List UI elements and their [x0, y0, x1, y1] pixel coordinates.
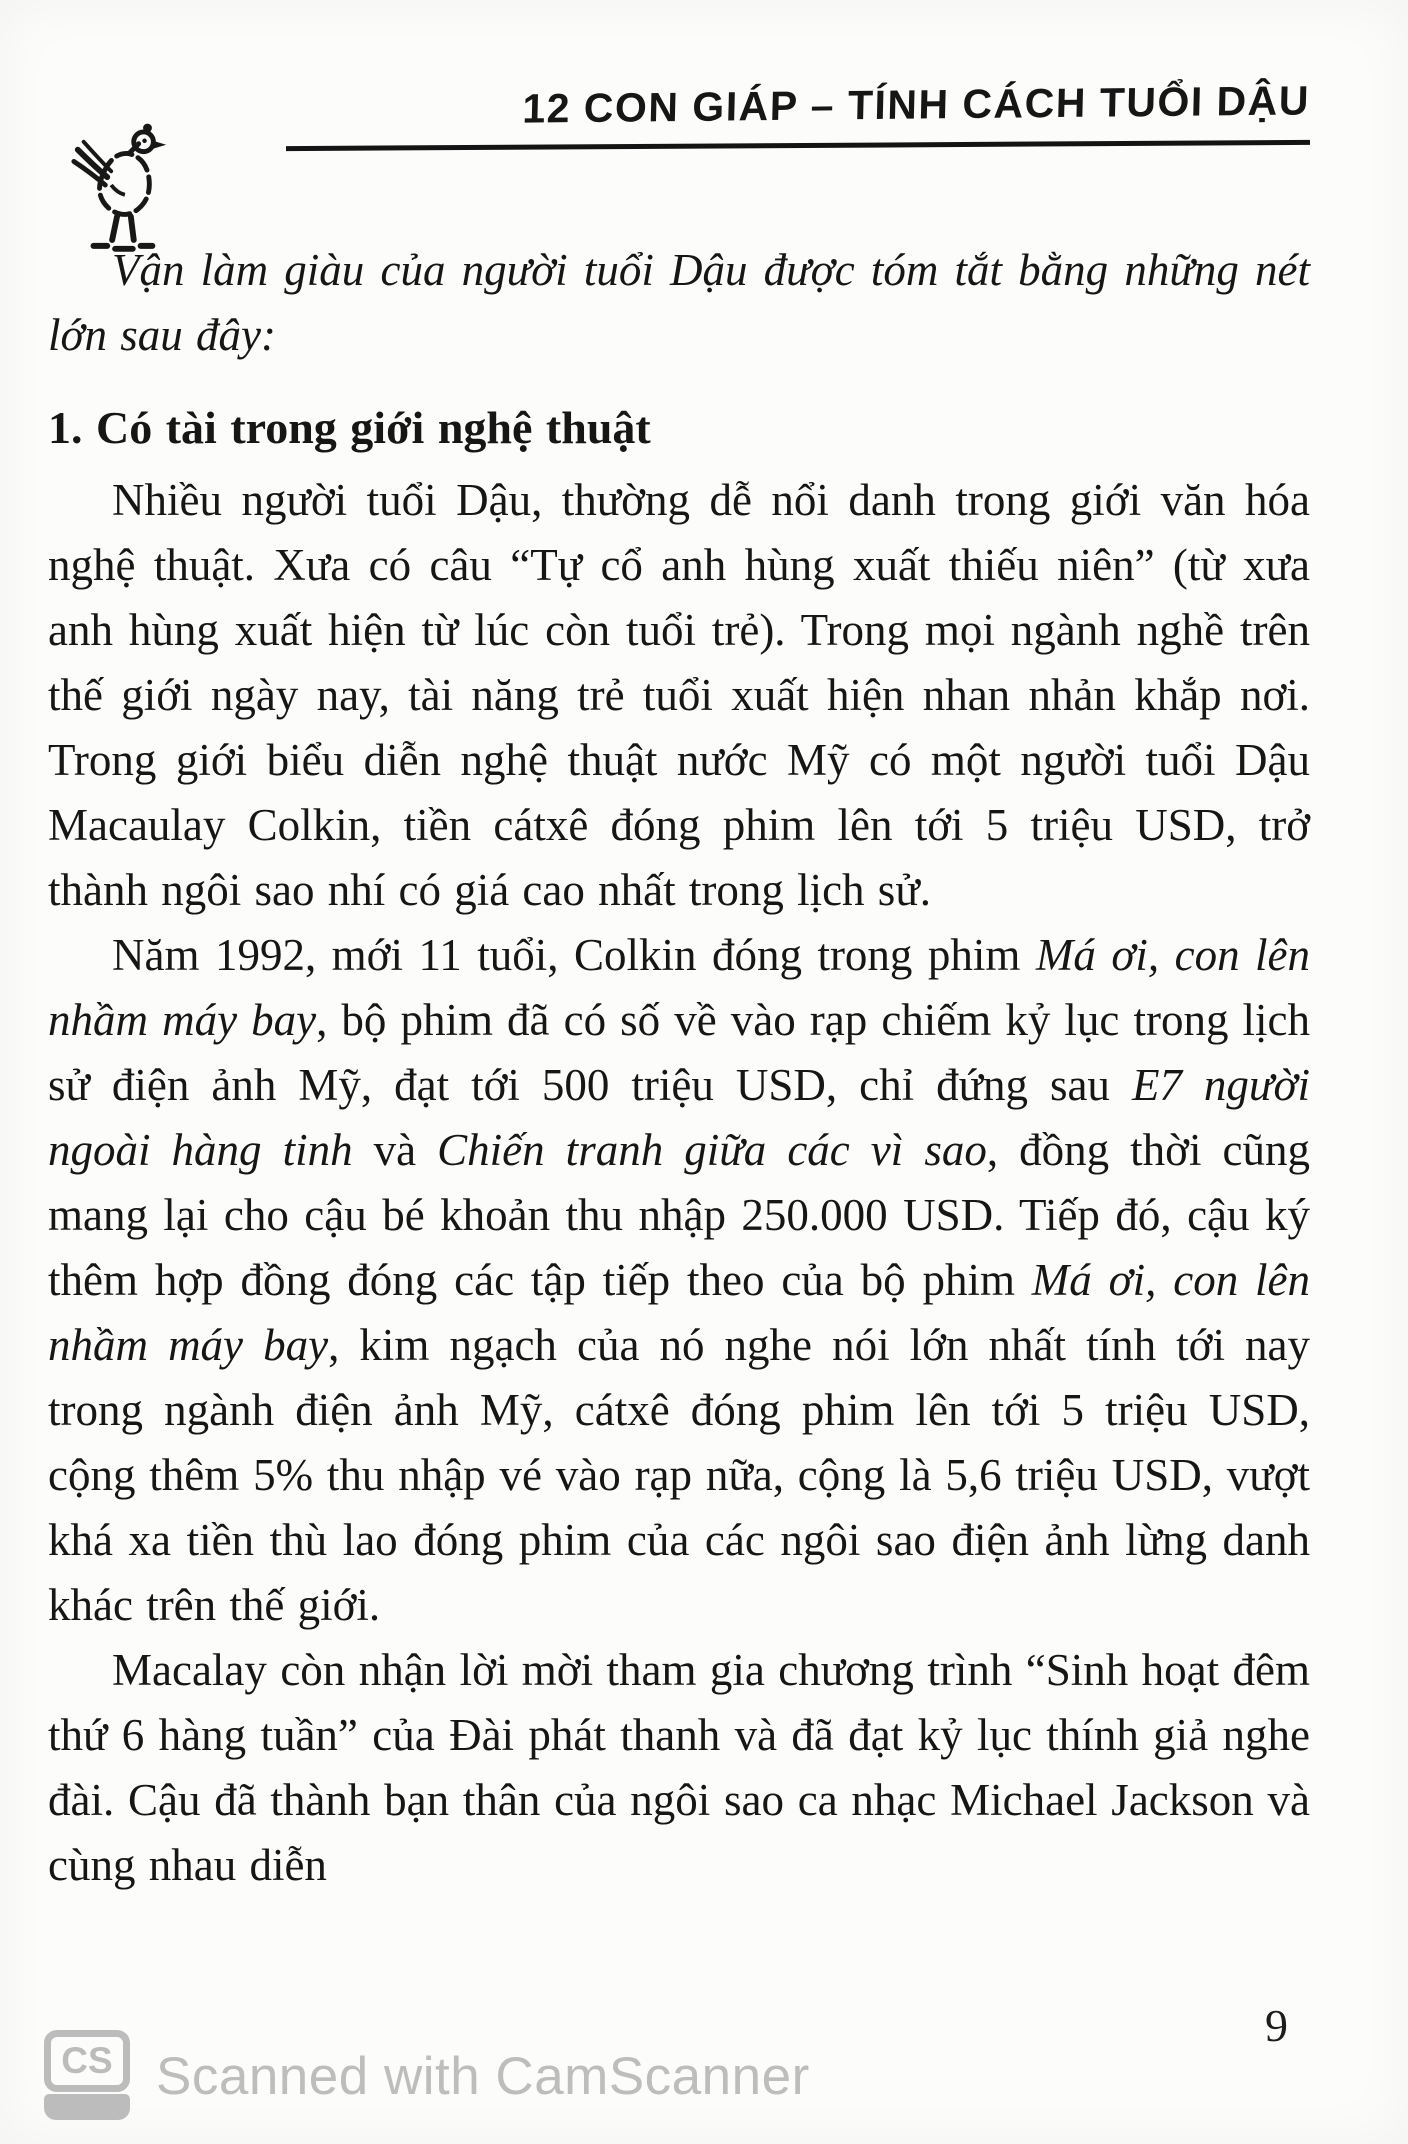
paragraph-1 [48, 468, 1310, 923]
intro-paragraph: Vận làm giàu của người tuổi Dậu được tóm tắt bằng những nét lớn sau đây: [48, 245, 1310, 360]
page-number: 9 [1265, 2000, 1288, 2051]
page-header [48, 77, 1311, 254]
text-run: Macalay còn nhận lời mời tham gia chương trình “Sinh hoạt đêm thứ 6 hàng tuần” của Đài phát thanh và đã đạt kỷ lục thính giả nghe đài. Cậu đã thành bạn thân của ngôi sao ca nhạc Michael Jackson và cùng nhau diễn [48, 1645, 1310, 1890]
page-body [48, 238, 1310, 1898]
camscanner-logo [44, 2030, 130, 2122]
text-run: , kim ngạch của nó nghe nói lớn nhất tính tới nay trong ngành điện ảnh Mỹ, cátxê đóng phim lên tới 5 triệu USD, cộng thêm 5% thu nhập vé vào rạp nữa, cộng là 5,6 triệu USD, vượt khá xa tiền thù lao đóng phim của các ngôi sao điện ảnh lừng danh khác trên thế giới. [48, 1320, 1310, 1630]
text-run: , bộ phim đã có số về vào rạp chiếm kỷ lục trong lịch sử điện ảnh Mỹ, đạt tới 500 triệu USD, chỉ đứng sau [48, 995, 1310, 1110]
camscanner-watermark [44, 2030, 810, 2122]
italic-run: E7 người ngoài hàng tinh [48, 1060, 1310, 1175]
text-run: Năm 1992, mới 11 tuổi, Colkin đóng trong phim [112, 930, 1036, 980]
italic-run: Chiến tranh giữa các vì sao [437, 1125, 987, 1175]
text-run: , đồng thời cũng mang lại cho cậu bé khoản thu nhập 250.000 USD. Tiếp đó, cậu ký thêm hợp đồng đóng các tập tiếp theo của bộ phim [48, 1125, 1310, 1305]
italic-run: Má ơi, con lên nhầm máy bay [48, 930, 1311, 1045]
camscanner-logo-frame: CS [44, 2030, 130, 2092]
camscanner-logo-base [44, 2094, 130, 2120]
camscanner-text: Scanned with CamScanner [156, 2046, 810, 2106]
page-title: 12 CON GIÁP – TÍNH CÁCH TUỔI DẬU [521, 77, 1311, 132]
text-run: Nhiều người tuổi Dậu, thường dễ nổi danh trong giới văn hóa nghệ thuật. Xưa có câu “Tự cổ anh hùng xuất thiếu niên” (từ xưa anh hùng xuất hiện từ lúc còn tuổi trẻ). Trong mọi ngành nghề trên thế giới ngày nay, tài năng trẻ tuổi xuất hiện nhan nhản khắp nơi. Trong giới biểu diễn nghệ thuật nước Mỹ có một người tuổi Dậu Macaulay Colkin, tiền cátxê đóng phim lên tới 5 triệu USD, trở thành ngôi sao nhí có giá cao nhất trong lịch sử. [48, 475, 1310, 915]
section-heading: 1. Có tài trong giới nghệ thuật [48, 402, 651, 453]
paragraph-2 [48, 923, 1310, 1638]
italic-run: Má ơi, con lên nhầm máy bay [48, 1255, 1311, 1370]
paragraph-3 [48, 1638, 1310, 1898]
text-run: và [352, 1125, 438, 1175]
header-rule [286, 140, 1310, 151]
